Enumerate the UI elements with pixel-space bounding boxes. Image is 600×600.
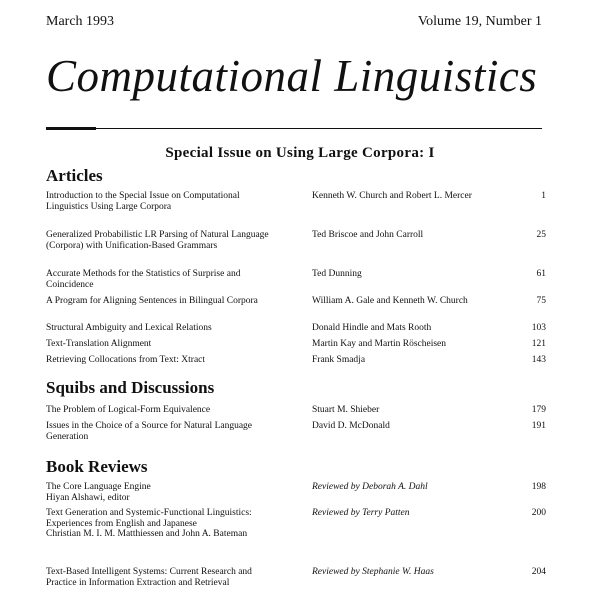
entry-page: 143: [531, 355, 546, 365]
entry-page: 121: [531, 339, 546, 349]
entry-page: 198: [531, 482, 546, 492]
entry-reviewer: Reviewed by Terry Patten: [312, 508, 410, 518]
entry-authors: Ted Briscoe and John Carroll: [312, 230, 424, 240]
volume-number: Volume 19, Number 1: [417, 14, 542, 29]
entry-page: 179: [531, 405, 546, 415]
entry-title-block: [46, 508, 274, 540]
entry-title: Generalized Probabilistic LR Parsing of Natural Language (Corpora) with Unification-Based Grammars: [46, 230, 269, 251]
issue-date: March 1993: [46, 14, 115, 29]
header-rule-thick: [46, 127, 96, 130]
entry-page: 75: [536, 296, 546, 306]
entry-authors: Kenneth W. Church and Robert L. Mercer: [312, 191, 472, 201]
entry-page: 25: [536, 230, 546, 240]
entry-page: 103: [531, 323, 546, 333]
entry-authors: Ted Dunning: [312, 269, 362, 279]
header-rule-thin: [96, 128, 542, 129]
entry-page: 200: [531, 508, 546, 518]
section-heading-squibs: Squibs and Discussions: [46, 378, 215, 397]
entry-title-block: [46, 482, 274, 503]
entry-authors: William A. Gale and Kenneth W. Church: [312, 296, 468, 306]
entry-reviewer: Reviewed by Deborah A. Dahl: [312, 482, 428, 492]
entry-page: 1: [541, 191, 546, 201]
entry-authors: Frank Smadja: [312, 355, 366, 365]
entry-page: 204: [531, 567, 546, 577]
entry-authors: Martin Kay and Martin Röscheisen: [312, 339, 447, 349]
entry-title: Accurate Methods for the Statistics of Surprise and Coincidence: [46, 269, 241, 290]
entry-title: The Problem of Logical-Form Equivalence: [46, 405, 211, 415]
issue-title: Special Issue on Using Large Corpora: I: [165, 145, 435, 161]
entry-reviewer: Reviewed by Stephanie W. Haas: [312, 567, 434, 577]
journal-title: Computational Linguistics: [46, 51, 538, 101]
entry-title: Issues in the Choice of a Source for Natural Language Generation: [46, 421, 253, 442]
section-heading-articles: Articles: [46, 166, 103, 185]
entry-page: 61: [536, 269, 546, 279]
section-heading-book-reviews: Book Reviews: [46, 457, 148, 476]
entry-authors: Donald Hindle and Mats Rooth: [312, 323, 432, 333]
entry-authors: Stuart M. Shieber: [312, 405, 380, 415]
entry-title: Text-Translation Alignment: [46, 339, 152, 349]
entry-title: Introduction to the Special Issue on Computational Linguistics Using Large Corpora: [46, 191, 240, 212]
entry-editor: Hiyan Alshawi, editor: [46, 492, 130, 503]
entry-title: Text Generation and Systemic-Functional Linguistics: Experiences from English and Japanese: [46, 508, 252, 529]
entry-title: Retrieving Collocations from Text: Xtract: [46, 355, 206, 365]
entry-title: A Program for Aligning Sentences in Bilingual Corpora: [46, 296, 258, 306]
entry-title: Structural Ambiguity and Lexical Relations: [46, 323, 212, 333]
entry-editor: Christian M. I. M. Matthiessen and John A. Bateman: [46, 529, 248, 539]
entry-authors: David D. McDonald: [312, 421, 390, 431]
entry-page: 191: [531, 421, 546, 431]
entry-title: The Core Language Engine: [46, 482, 151, 492]
entry-title: Text-Based Intelligent Systems: Current Research and Practice in Information Extraction and Retrieval: [46, 567, 252, 588]
